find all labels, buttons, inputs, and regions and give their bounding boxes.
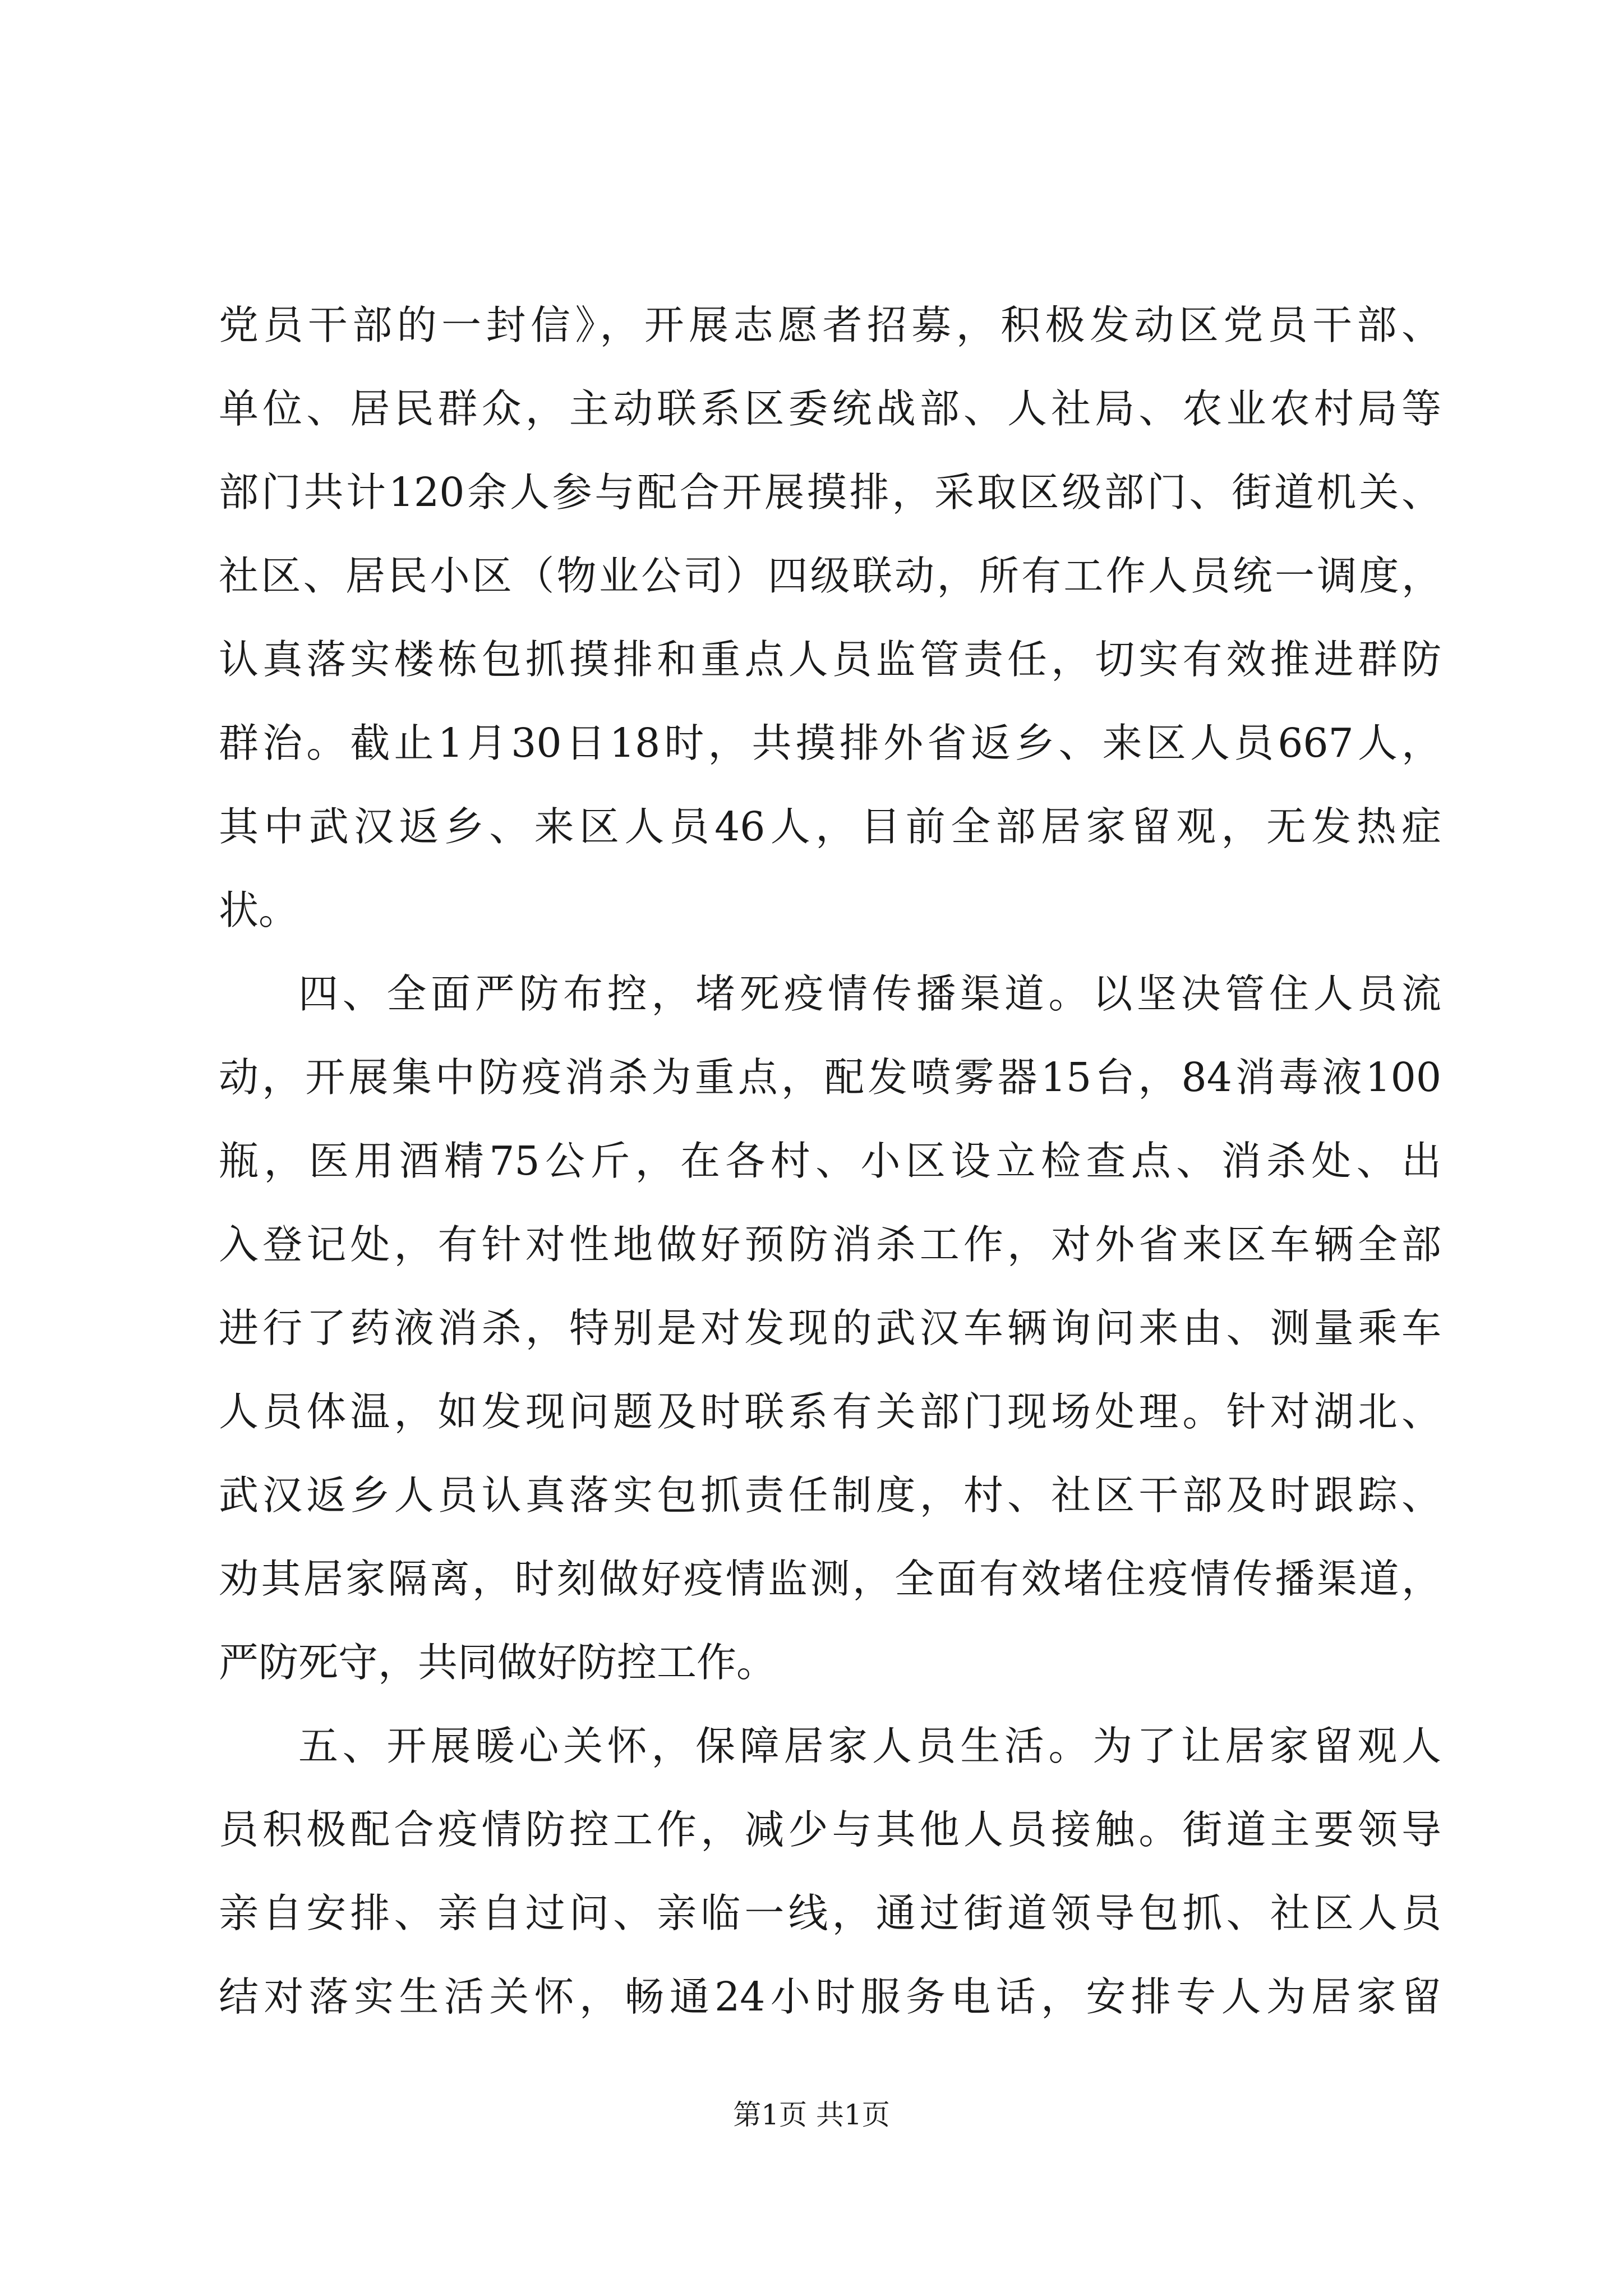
text-line: 单位、居民群众，主动联系区委统战部、人社局、农业农村局等 [219,385,1441,432]
paragraph-heading-line: 四、全面严防布控，堵死疫情传播渠道。以坚决管住人员流 [298,970,1441,1017]
text-line: 社区、居民小区（物业公司）四级联动，所有工作人员统一调度， [219,553,1441,599]
text-line: 瓶，医用酒精75公斤，在各村、小区设立检查点、消杀处、出 [219,1138,1441,1184]
page-number-footer: 第1页 共1页 [733,2099,890,2131]
text-line: 部门共计120余人参与配合开展摸排，采取区级部门、街道机关、 [219,469,1441,516]
text-line: 状。 [219,887,299,933]
text-line: 其中武汉返乡、来区人员46人，目前全部居家留观，无发热症 [219,803,1441,850]
text-line: 人员体温，如发现问题及时联系有关部门现场处理。针对湖北、 [219,1388,1441,1435]
text-line: 进行了药液消杀，特别是对发现的武汉车辆询问来由、测量乘车 [219,1305,1441,1351]
text-line: 入登记处，有针对性地做好预防消杀工作，对外省来区车辆全部 [219,1221,1441,1268]
text-line: 党员干部的一封信》，开展志愿者招募，积极发动区党员干部、 [219,302,1441,348]
text-line: 劝其居家隔离，时刻做好疫情监测，全面有效堵住疫情传播渠道， [219,1556,1441,1602]
text-line: 严防死守，共同做好防控工作。 [219,1639,777,1686]
text-line: 群治。截止1月30日18时，共摸排外省返乡、来区人员667人， [219,720,1441,766]
text-line: 结对落实生活关怀，畅通24小时服务电话，安排专人为居家留 [219,1973,1441,2020]
text-line: 员积极配合疫情防控工作，减少与其他人员接触。街道主要领导 [219,1806,1441,1853]
text-line: 亲自安排、亲自过问、亲临一线，通过街道领导包抓、社区人员 [219,1890,1441,1936]
text-line: 动，开展集中防疫消杀为重点，配发喷雾器15台，84消毒液100 [219,1054,1441,1101]
paragraph-heading-line: 五、开展暖心关怀，保障居家人员生活。为了让居家留观人 [298,1723,1441,1769]
document-body [219,283,1441,2039]
text-line: 认真落实楼栋包抓摸排和重点人员监管责任，切实有效推进群防 [219,636,1441,683]
text-line: 武汉返乡人员认真落实包抓责任制度，村、社区干部及时跟踪、 [219,1472,1441,1519]
